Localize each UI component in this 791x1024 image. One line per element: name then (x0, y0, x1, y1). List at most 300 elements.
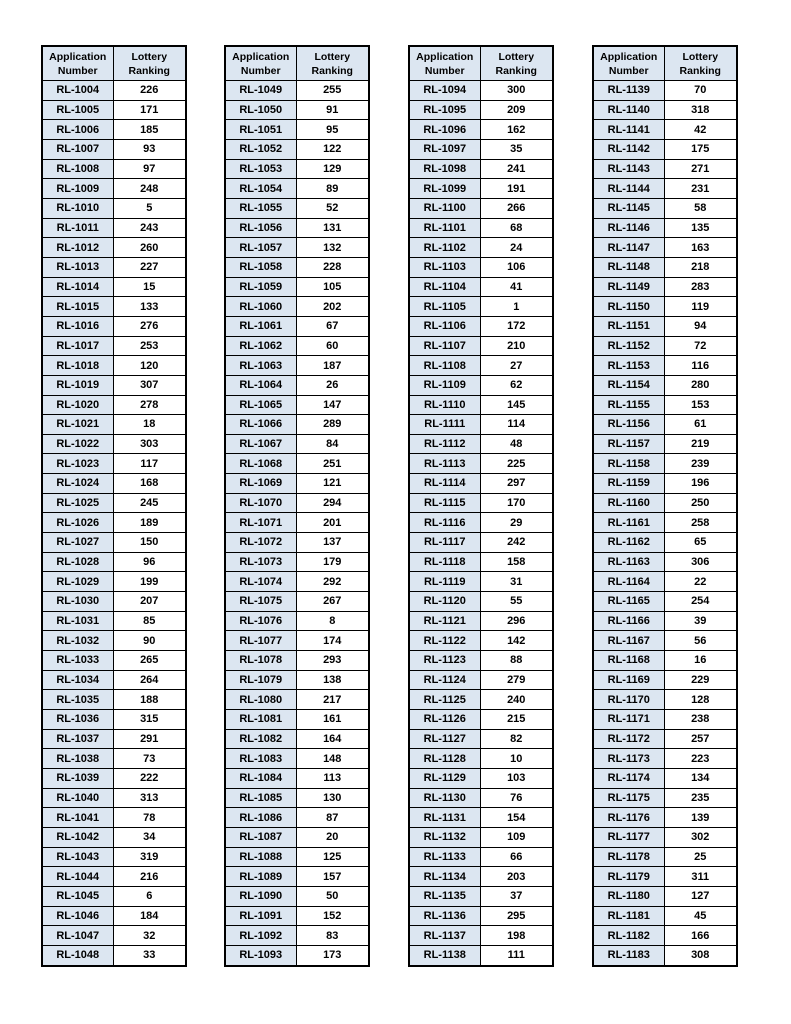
table-row (409, 651, 553, 671)
application-number-cell: RL-1133 (409, 847, 480, 867)
application-number-cell: RL-1082 (225, 729, 296, 749)
lottery-ranking-cell: 173 (296, 945, 369, 965)
application-number-cell: RL-1113 (409, 454, 480, 474)
lottery-ranking-cell: 189 (113, 513, 186, 533)
lottery-ranking-header (480, 46, 553, 81)
lottery-ranking-cell: 120 (113, 356, 186, 376)
application-number-cell: RL-1080 (225, 690, 296, 710)
table-header-row (225, 46, 369, 81)
lottery-ranking-cell: 24 (480, 238, 553, 258)
application-number-cell: RL-1103 (409, 257, 480, 277)
table-row (409, 926, 553, 946)
table-row (225, 926, 369, 946)
lottery-ranking-cell: 119 (664, 297, 737, 317)
table-row (225, 297, 369, 317)
header-line: Lottery (131, 50, 168, 63)
table-row (225, 788, 369, 808)
application-number-cell: RL-1125 (409, 690, 480, 710)
application-number-cell: RL-1047 (42, 926, 113, 946)
lottery-ranking-cell: 73 (113, 749, 186, 769)
lottery-ranking-cell: 242 (480, 533, 553, 553)
lottery-ranking-cell: 152 (296, 906, 369, 926)
lottery-ranking-cell: 171 (113, 100, 186, 120)
lottery-ranking-cell: 254 (664, 592, 737, 612)
table-row (593, 690, 737, 710)
lottery-ranking-cell: 50 (296, 886, 369, 906)
lottery-ranking-cell: 52 (296, 198, 369, 218)
lottery-ranking-cell: 150 (113, 533, 186, 553)
application-number-cell: RL-1055 (225, 198, 296, 218)
application-number-cell: RL-1110 (409, 395, 480, 415)
table-row (593, 827, 737, 847)
lottery-ranking-cell: 137 (296, 533, 369, 553)
lottery-ranking-cell: 215 (480, 710, 553, 730)
table-row (42, 710, 186, 730)
table-row (593, 179, 737, 199)
application-number-cell: RL-1015 (42, 297, 113, 317)
table-row (593, 710, 737, 730)
application-number-cell: RL-1043 (42, 847, 113, 867)
application-number-cell: RL-1040 (42, 788, 113, 808)
application-number-cell: RL-1057 (225, 238, 296, 258)
table-row (225, 827, 369, 847)
table-row (593, 493, 737, 513)
lottery-ranking-cell: 27 (480, 356, 553, 376)
lottery-ranking-cell: 8 (296, 611, 369, 631)
table-row (593, 198, 737, 218)
table-row (42, 827, 186, 847)
table-row (225, 81, 369, 101)
lottery-ranking-cell: 231 (664, 179, 737, 199)
lottery-ranking-cell: 148 (296, 749, 369, 769)
table-row (225, 847, 369, 867)
application-number-cell: RL-1109 (409, 375, 480, 395)
lottery-ranking-cell: 25 (664, 847, 737, 867)
lottery-ranking-cell: 271 (664, 159, 737, 179)
table-row (409, 218, 553, 238)
lottery-ranking-cell: 153 (664, 395, 737, 415)
lottery-ranking-cell: 164 (296, 729, 369, 749)
application-number-cell: RL-1085 (225, 788, 296, 808)
lottery-ranking-cell: 134 (664, 768, 737, 788)
lottery-ranking-cell: 157 (296, 867, 369, 887)
lottery-ranking-cell: 5 (113, 198, 186, 218)
application-number-cell: RL-1174 (593, 768, 664, 788)
lottery-ranking-cell: 280 (664, 375, 737, 395)
lottery-ranking-cell: 154 (480, 808, 553, 828)
table-row (593, 395, 737, 415)
table-row (42, 257, 186, 277)
application-number-cell: RL-1169 (593, 670, 664, 690)
lottery-ranking-cell: 319 (113, 847, 186, 867)
table-row (225, 218, 369, 238)
table-row (409, 572, 553, 592)
lottery-ranking-cell: 67 (296, 316, 369, 336)
application-number-cell: RL-1034 (42, 670, 113, 690)
table-row (42, 847, 186, 867)
header-line: Ranking (495, 64, 537, 77)
application-number-cell: RL-1098 (409, 159, 480, 179)
table-row (409, 277, 553, 297)
application-number-cell: RL-1078 (225, 651, 296, 671)
table-row (42, 945, 186, 965)
lottery-ranking-cell: 133 (113, 297, 186, 317)
lottery-ranking-cell: 226 (113, 81, 186, 101)
table-row (593, 906, 737, 926)
lottery-ranking-cell: 111 (480, 945, 553, 965)
table-row (593, 336, 737, 356)
lottery-ranking-cell: 227 (113, 257, 186, 277)
application-number-cell: RL-1081 (225, 710, 296, 730)
lottery-ranking-cell: 88 (480, 651, 553, 671)
application-number-cell: RL-1036 (42, 710, 113, 730)
application-number-cell: RL-1130 (409, 788, 480, 808)
table-row (409, 395, 553, 415)
application-number-cell: RL-1093 (225, 945, 296, 965)
application-number-cell: RL-1020 (42, 395, 113, 415)
application-number-cell: RL-1045 (42, 886, 113, 906)
application-number-cell: RL-1167 (593, 631, 664, 651)
lottery-ranking-cell: 209 (480, 100, 553, 120)
table-row (593, 218, 737, 238)
lottery-ranking-cell: 163 (664, 238, 737, 258)
lottery-ranking-cell: 245 (113, 493, 186, 513)
table-row (593, 847, 737, 867)
table-row (42, 356, 186, 376)
table-row (409, 533, 553, 553)
lottery-ranking-cell: 85 (113, 611, 186, 631)
lottery-ranking-cell: 240 (480, 690, 553, 710)
header-line: Number (424, 64, 465, 77)
application-number-cell: RL-1165 (593, 592, 664, 612)
lottery-ranking-cell: 29 (480, 513, 553, 533)
lottery-ranking-cell: 229 (664, 670, 737, 690)
application-number-cell: RL-1048 (42, 945, 113, 965)
application-number-header (593, 46, 664, 81)
table-row (225, 277, 369, 297)
lottery-ranking-cell: 37 (480, 886, 553, 906)
application-number-cell: RL-1005 (42, 100, 113, 120)
lottery-ranking-cell: 89 (296, 179, 369, 199)
lottery-ranking-cell: 32 (113, 926, 186, 946)
application-number-cell: RL-1155 (593, 395, 664, 415)
application-number-cell: RL-1141 (593, 120, 664, 140)
lottery-ranking-cell: 87 (296, 808, 369, 828)
table-row (593, 651, 737, 671)
table-row (42, 808, 186, 828)
lottery-ranking-cell: 82 (480, 729, 553, 749)
table-row (593, 808, 737, 828)
application-number-cell: RL-1062 (225, 336, 296, 356)
lottery-ranking-cell: 127 (664, 886, 737, 906)
application-number-cell: RL-1116 (409, 513, 480, 533)
application-number-cell: RL-1154 (593, 375, 664, 395)
application-number-cell: RL-1140 (593, 100, 664, 120)
table-row (593, 277, 737, 297)
lottery-ranking-cell: 217 (296, 690, 369, 710)
application-number-cell: RL-1094 (409, 81, 480, 101)
application-number-cell: RL-1095 (409, 100, 480, 120)
application-number-cell: RL-1042 (42, 827, 113, 847)
application-number-cell: RL-1139 (593, 81, 664, 101)
lottery-ranking-cell: 265 (113, 651, 186, 671)
application-number-cell: RL-1099 (409, 179, 480, 199)
table-row (593, 474, 737, 494)
application-number-cell: RL-1089 (225, 867, 296, 887)
table-row (42, 434, 186, 454)
lottery-ranking-cell: 26 (296, 375, 369, 395)
table-row (225, 238, 369, 258)
application-number-cell: RL-1124 (409, 670, 480, 690)
table-row (42, 375, 186, 395)
application-number-cell: RL-1126 (409, 710, 480, 730)
table-row (42, 592, 186, 612)
lottery-ranking-cell: 58 (664, 198, 737, 218)
application-number-cell: RL-1088 (225, 847, 296, 867)
lottery-ranking-cell: 241 (480, 159, 553, 179)
application-number-cell: RL-1063 (225, 356, 296, 376)
lottery-ranking-cell: 22 (664, 572, 737, 592)
lottery-ranking-cell: 138 (296, 670, 369, 690)
lottery-table (592, 45, 738, 967)
lottery-ranking-cell: 174 (296, 631, 369, 651)
table-row (409, 81, 553, 101)
table-row (225, 179, 369, 199)
lottery-ranking-cell: 1 (480, 297, 553, 317)
header-line: Application (232, 50, 290, 63)
application-number-cell: RL-1037 (42, 729, 113, 749)
lottery-ranking-cell: 161 (296, 710, 369, 730)
table-row (225, 808, 369, 828)
table-row (42, 729, 186, 749)
lottery-ranking-cell: 260 (113, 238, 186, 258)
application-number-cell: RL-1134 (409, 867, 480, 887)
table-row (593, 120, 737, 140)
table-row (225, 493, 369, 513)
application-number-cell: RL-1038 (42, 749, 113, 769)
table-row (42, 867, 186, 887)
table-row (409, 906, 553, 926)
table-row (409, 198, 553, 218)
lottery-ranking-cell: 129 (296, 159, 369, 179)
application-number-cell: RL-1159 (593, 474, 664, 494)
lottery-ranking-cell: 128 (664, 690, 737, 710)
table-row (409, 867, 553, 887)
table-row (42, 651, 186, 671)
lottery-ranking-cell: 203 (480, 867, 553, 887)
table-row (42, 513, 186, 533)
table-row (42, 768, 186, 788)
application-number-cell: RL-1029 (42, 572, 113, 592)
lottery-ranking-cell: 78 (113, 808, 186, 828)
application-number-cell: RL-1026 (42, 513, 113, 533)
lottery-ranking-cell: 313 (113, 788, 186, 808)
table-row (42, 395, 186, 415)
application-number-cell: RL-1158 (593, 454, 664, 474)
lottery-ranking-cell: 303 (113, 434, 186, 454)
table-row (409, 434, 553, 454)
lottery-ranking-cell: 278 (113, 395, 186, 415)
lottery-ranking-cell: 16 (664, 651, 737, 671)
application-number-cell: RL-1114 (409, 474, 480, 494)
lottery-ranking-cell: 121 (296, 474, 369, 494)
application-number-cell: RL-1147 (593, 238, 664, 258)
application-number-cell: RL-1007 (42, 139, 113, 159)
lottery-ranking-cell: 56 (664, 631, 737, 651)
table-row (593, 768, 737, 788)
lottery-ranking-cell: 297 (480, 474, 553, 494)
table-row (225, 945, 369, 965)
table-row (42, 533, 186, 553)
table-row (593, 415, 737, 435)
application-number-cell: RL-1101 (409, 218, 480, 238)
lottery-ranking-cell: 250 (664, 493, 737, 513)
table-row (225, 592, 369, 612)
lottery-ranking-cell: 35 (480, 139, 553, 159)
table-row (225, 611, 369, 631)
lottery-ranking-cell: 235 (664, 788, 737, 808)
table-row (225, 198, 369, 218)
application-number-cell: RL-1183 (593, 945, 664, 965)
table-row (593, 257, 737, 277)
application-number-cell: RL-1083 (225, 749, 296, 769)
lottery-ranking-cell: 187 (296, 356, 369, 376)
application-number-cell: RL-1056 (225, 218, 296, 238)
lottery-ranking-cell: 31 (480, 572, 553, 592)
application-number-cell: RL-1118 (409, 552, 480, 572)
table-row (409, 690, 553, 710)
application-number-cell: RL-1050 (225, 100, 296, 120)
lottery-ranking-cell: 6 (113, 886, 186, 906)
table-row (593, 533, 737, 553)
lottery-ranking-cell: 191 (480, 179, 553, 199)
table-row (225, 375, 369, 395)
table-row (42, 159, 186, 179)
table-row (225, 886, 369, 906)
table-row (593, 297, 737, 317)
application-number-cell: RL-1146 (593, 218, 664, 238)
application-number-cell: RL-1010 (42, 198, 113, 218)
application-number-cell: RL-1046 (42, 906, 113, 926)
table-row (225, 159, 369, 179)
application-number-cell: RL-1131 (409, 808, 480, 828)
header-line: Number (240, 64, 281, 77)
table-row (593, 434, 737, 454)
application-number-cell: RL-1052 (225, 139, 296, 159)
table-row (593, 592, 737, 612)
application-number-cell: RL-1145 (593, 198, 664, 218)
application-number-cell: RL-1105 (409, 297, 480, 317)
table-row (593, 749, 737, 769)
table-header-row (42, 46, 186, 81)
lottery-ranking-cell: 184 (113, 906, 186, 926)
lottery-ranking-cell: 162 (480, 120, 553, 140)
lottery-ranking-cell: 257 (664, 729, 737, 749)
application-number-cell: RL-1143 (593, 159, 664, 179)
lottery-ranking-cell: 135 (664, 218, 737, 238)
table-row (42, 749, 186, 769)
lottery-ranking-header (113, 46, 186, 81)
application-number-cell: RL-1106 (409, 316, 480, 336)
table-row (593, 552, 737, 572)
lottery-table (408, 45, 554, 967)
table-row (42, 886, 186, 906)
lottery-ranking-cell: 264 (113, 670, 186, 690)
table-row (593, 631, 737, 651)
lottery-ranking-cell: 72 (664, 336, 737, 356)
application-number-cell: RL-1023 (42, 454, 113, 474)
table-row (42, 454, 186, 474)
lottery-ranking-cell: 114 (480, 415, 553, 435)
lottery-ranking-cell: 210 (480, 336, 553, 356)
header-line: Ranking (311, 64, 353, 77)
application-number-cell: RL-1176 (593, 808, 664, 828)
lottery-ranking-cell: 10 (480, 749, 553, 769)
application-number-cell: RL-1049 (225, 81, 296, 101)
table-row (409, 316, 553, 336)
table-header-row (409, 46, 553, 81)
table-row (225, 690, 369, 710)
lottery-ranking-cell: 76 (480, 788, 553, 808)
table-row (409, 139, 553, 159)
application-number-cell: RL-1006 (42, 120, 113, 140)
lottery-ranking-cell: 61 (664, 415, 737, 435)
lottery-ranking-cell: 222 (113, 768, 186, 788)
lottery-ranking-cell: 170 (480, 493, 553, 513)
lottery-ranking-cell: 311 (664, 867, 737, 887)
table-row (225, 356, 369, 376)
lottery-ranking-cell: 219 (664, 434, 737, 454)
lottery-ranking-cell: 300 (480, 81, 553, 101)
lottery-ranking-cell: 238 (664, 710, 737, 730)
table-row (593, 159, 737, 179)
lottery-ranking-cell: 142 (480, 631, 553, 651)
application-number-cell: RL-1060 (225, 297, 296, 317)
table-row (42, 611, 186, 631)
lottery-ranking-cell: 175 (664, 139, 737, 159)
application-number-cell: RL-1086 (225, 808, 296, 828)
lottery-ranking-cell: 267 (296, 592, 369, 612)
table-row (42, 631, 186, 651)
application-number-cell: RL-1008 (42, 159, 113, 179)
lottery-ranking-cell: 158 (480, 552, 553, 572)
application-number-cell: RL-1108 (409, 356, 480, 376)
header-line: Ranking (128, 64, 170, 77)
application-number-cell: RL-1053 (225, 159, 296, 179)
lottery-ranking-cell: 289 (296, 415, 369, 435)
lottery-ranking-cell: 228 (296, 257, 369, 277)
lottery-ranking-cell: 216 (113, 867, 186, 887)
application-number-cell: RL-1068 (225, 454, 296, 474)
table-row (409, 159, 553, 179)
lottery-ranking-cell: 307 (113, 375, 186, 395)
application-number-cell: RL-1092 (225, 926, 296, 946)
lottery-ranking-cell: 84 (296, 434, 369, 454)
application-number-cell: RL-1132 (409, 827, 480, 847)
application-number-header (42, 46, 113, 81)
lottery-ranking-cell: 132 (296, 238, 369, 258)
table-row (409, 375, 553, 395)
table-row (593, 356, 737, 376)
table-row (42, 926, 186, 946)
table-row (593, 81, 737, 101)
application-number-cell: RL-1018 (42, 356, 113, 376)
application-number-cell: RL-1122 (409, 631, 480, 651)
lottery-ranking-cell: 113 (296, 768, 369, 788)
lottery-ranking-cell: 39 (664, 611, 737, 631)
application-number-cell: RL-1164 (593, 572, 664, 592)
lottery-ranking-cell: 42 (664, 120, 737, 140)
